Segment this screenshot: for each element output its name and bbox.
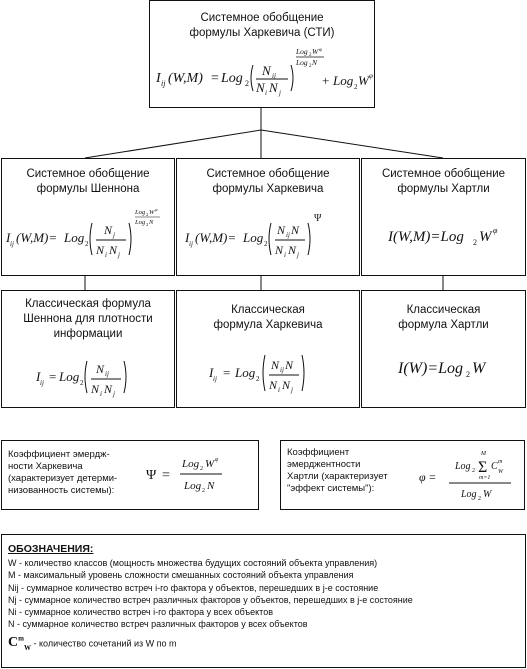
svg-text:φ: φ [155, 207, 158, 212]
svg-text:N: N [96, 362, 105, 376]
svg-text:W: W [205, 458, 215, 470]
svg-text:Log: Log [235, 365, 256, 380]
svg-text:=: = [162, 468, 170, 483]
hartley-generalization-formula [362, 209, 525, 269]
kharkevich-classic-title: Классическая формула Харкевича [213, 304, 323, 331]
svg-text:2: 2 [309, 53, 312, 58]
kharkevich-classic-box [176, 290, 360, 408]
legend-row-combinations: $C^m_W$ - количество сочетаний из W по m [8, 634, 177, 653]
svg-text:W: W [312, 47, 319, 56]
svg-text:W: W [483, 489, 492, 500]
kharkevich-emergence-text: Коэффициент эмердж- ности Харкевича (характеризует детерми- низованность системы): [8, 449, 118, 496]
svg-text:2: 2 [146, 212, 149, 217]
svg-text:N: N [269, 378, 278, 392]
svg-text:=: = [429, 470, 436, 484]
svg-text:+: + [322, 73, 330, 88]
hartley-classic-title: Классическая формула Хартли [398, 304, 489, 331]
svg-text:N: N [109, 243, 118, 257]
svg-text:(W,M)=: (W,M)= [16, 230, 58, 245]
hartley-emergence-formula [415, 443, 523, 507]
svg-text:2: 2 [473, 238, 477, 247]
svg-text:j: j [118, 251, 120, 259]
svg-text:ij: ij [40, 379, 44, 387]
svg-text:W: W [358, 73, 369, 88]
hartley-classic-box [361, 290, 526, 408]
svg-text:2: 2 [256, 375, 260, 383]
svg-text:Ψ: Ψ [314, 213, 322, 224]
svg-text:N: N [104, 382, 113, 396]
svg-text:ij: ij [161, 79, 166, 88]
svg-text:I: I [185, 230, 190, 245]
svg-text:2: 2 [466, 370, 470, 379]
legend-row: Nj - суммарное количество встреч различных факторов у объектов, перешедших в j-е состояние [8, 594, 413, 605]
svg-text:2: 2 [85, 240, 89, 248]
svg-text:=: = [211, 71, 219, 86]
svg-text:ij: ij [213, 375, 217, 383]
kharkevich-generalization-title: Системное обобщение формулы Харкевича [206, 168, 330, 195]
shannon-generalization-formula [2, 209, 174, 269]
svg-text:N: N [207, 480, 215, 492]
svg-text:N: N [285, 358, 294, 372]
svg-text:φ: φ [319, 48, 322, 53]
svg-text:Log: Log [135, 209, 146, 216]
svg-text:I(W,M)=Log: I(W,M)=Log [388, 229, 464, 245]
svg-text:Log: Log [182, 458, 200, 470]
svg-text:φ: φ [369, 72, 373, 80]
svg-text:Log: Log [243, 230, 264, 245]
svg-text:I: I [36, 369, 41, 384]
svg-text:N: N [256, 80, 265, 95]
svg-text:W: W [472, 360, 486, 377]
hartley-classic-formula [362, 349, 525, 389]
svg-text:N: N [91, 382, 100, 396]
kharkevich-emergence-box [1, 440, 259, 510]
shannon-classic-title: Классическая формула Шеннона для плотности информации [23, 298, 153, 340]
kharkevich-classic-formula [177, 345, 359, 401]
svg-text:N: N [312, 58, 318, 67]
svg-text:ij: ij [105, 370, 109, 378]
svg-text:φ: φ [215, 457, 219, 463]
svg-text:Log: Log [135, 219, 146, 226]
svg-text:2: 2 [264, 240, 268, 248]
svg-text:j: j [297, 251, 299, 259]
svg-text:Log: Log [59, 369, 80, 384]
svg-text:Log: Log [333, 73, 354, 88]
svg-text:(W,M)=: (W,M)= [195, 230, 237, 245]
svg-text:W: W [479, 229, 492, 245]
svg-text:I: I [156, 71, 161, 86]
svg-text:C: C [491, 461, 498, 472]
svg-text:i: i [278, 386, 280, 394]
svg-text:i: i [265, 89, 267, 97]
shannon-classic-box [1, 290, 175, 408]
svg-text:2: 2 [202, 488, 205, 494]
svg-text:Σ: Σ [478, 459, 488, 476]
legend-row: M - максимальный уровень сложности смешанных состояний объекта управления [8, 570, 354, 581]
svg-text:Log: Log [461, 489, 477, 500]
svg-text:Log: Log [296, 47, 308, 56]
hartley-generalization-box [361, 158, 526, 276]
svg-text:ij: ij [280, 366, 284, 374]
legend-list [8, 557, 413, 655]
top-title: Системное обобщение формулы Харкевича (СТИ) [189, 12, 335, 39]
hartley-generalization-title: Системное обобщение формулы Хартли [381, 168, 506, 195]
combinations-symbol: $C^m_W$ [8, 634, 31, 653]
svg-text:N: N [271, 358, 280, 372]
svg-text:i: i [100, 390, 102, 398]
svg-text:2: 2 [354, 83, 358, 91]
svg-text:N: N [96, 243, 105, 257]
shannon-generalization-title: Системное обобщение формулы Шеннона [26, 168, 150, 195]
svg-text:ij: ij [189, 240, 193, 248]
svg-text:2: 2 [146, 222, 149, 227]
svg-text:I: I [6, 230, 11, 245]
svg-text:2: 2 [80, 379, 84, 387]
svg-text:j: j [291, 386, 293, 394]
svg-text:ij: ij [272, 72, 276, 80]
svg-text:φ: φ [493, 226, 498, 235]
svg-text:j: j [113, 390, 115, 398]
legend-row: Ni - суммарное количество встреч i-го фактора у всех объектов [8, 607, 273, 618]
legend-box [1, 534, 526, 668]
svg-text:I(W)=Log: I(W)=Log [398, 360, 464, 377]
svg-text:Log: Log [184, 480, 202, 492]
svg-text:m: m [498, 459, 503, 465]
svg-text:j: j [113, 231, 115, 239]
svg-text:2: 2 [200, 466, 203, 472]
kharkevich-generalization-formula [177, 209, 359, 269]
svg-text:N: N [277, 223, 286, 237]
top-box [149, 0, 375, 108]
svg-text:N: N [291, 223, 300, 237]
kharkevich-emergence-formula [142, 451, 254, 501]
svg-text:Log: Log [455, 461, 471, 472]
svg-text:2: 2 [309, 64, 312, 69]
svg-text:ij: ij [286, 231, 290, 239]
svg-text:N: N [262, 63, 271, 78]
svg-text:Log: Log [296, 58, 308, 67]
svg-text:N: N [269, 80, 278, 95]
hartley-emergence-text: Коэффициент эмерджентности Хартли (характеризует "эффект системы"): [287, 447, 388, 494]
legend-heading: ОБОЗНАЧЕНИЯ: [8, 543, 94, 555]
svg-text:Ψ: Ψ [146, 468, 157, 483]
legend-row: W - количество классов (мощность множества будущих состояний объекта управления) [8, 558, 378, 568]
svg-text:j: j [279, 89, 281, 97]
kharkevich-generalization-box [176, 158, 360, 276]
svg-text:N: N [149, 219, 154, 226]
svg-text:N: N [104, 223, 113, 237]
shannon-classic-formula [2, 349, 174, 405]
svg-text:m=1: m=1 [479, 475, 491, 481]
svg-text:2: 2 [245, 79, 249, 88]
svg-text:2: 2 [472, 468, 475, 474]
svg-text:ij: ij [10, 240, 14, 248]
svg-text:N: N [282, 378, 291, 392]
svg-text:=: = [49, 369, 57, 384]
top-formula [150, 45, 374, 105]
svg-text:W: W [498, 469, 503, 475]
shannon-generalization-box [1, 158, 175, 276]
svg-text:I: I [209, 365, 214, 380]
svg-text:W: W [149, 209, 155, 216]
svg-text:N: N [288, 243, 297, 257]
svg-text:i: i [105, 251, 107, 259]
legend-row: Nij - суммарное количество встреч i-го фактора у объектов, перешедших в j-е состояние [8, 582, 379, 593]
svg-text:i: i [284, 251, 286, 259]
svg-text:=: = [223, 365, 231, 380]
svg-text:φ: φ [419, 470, 426, 484]
legend-row: N - суммарное количество встреч различных факторов у всех объектов [8, 619, 308, 630]
svg-text:Log: Log [64, 230, 85, 245]
svg-text:2: 2 [478, 496, 481, 502]
hartley-emergence-box [280, 440, 525, 510]
svg-text:Log: Log [221, 71, 243, 86]
svg-text:N: N [275, 243, 284, 257]
svg-text:(W,M): (W,M) [168, 71, 203, 86]
svg-text:M: M [481, 451, 486, 457]
